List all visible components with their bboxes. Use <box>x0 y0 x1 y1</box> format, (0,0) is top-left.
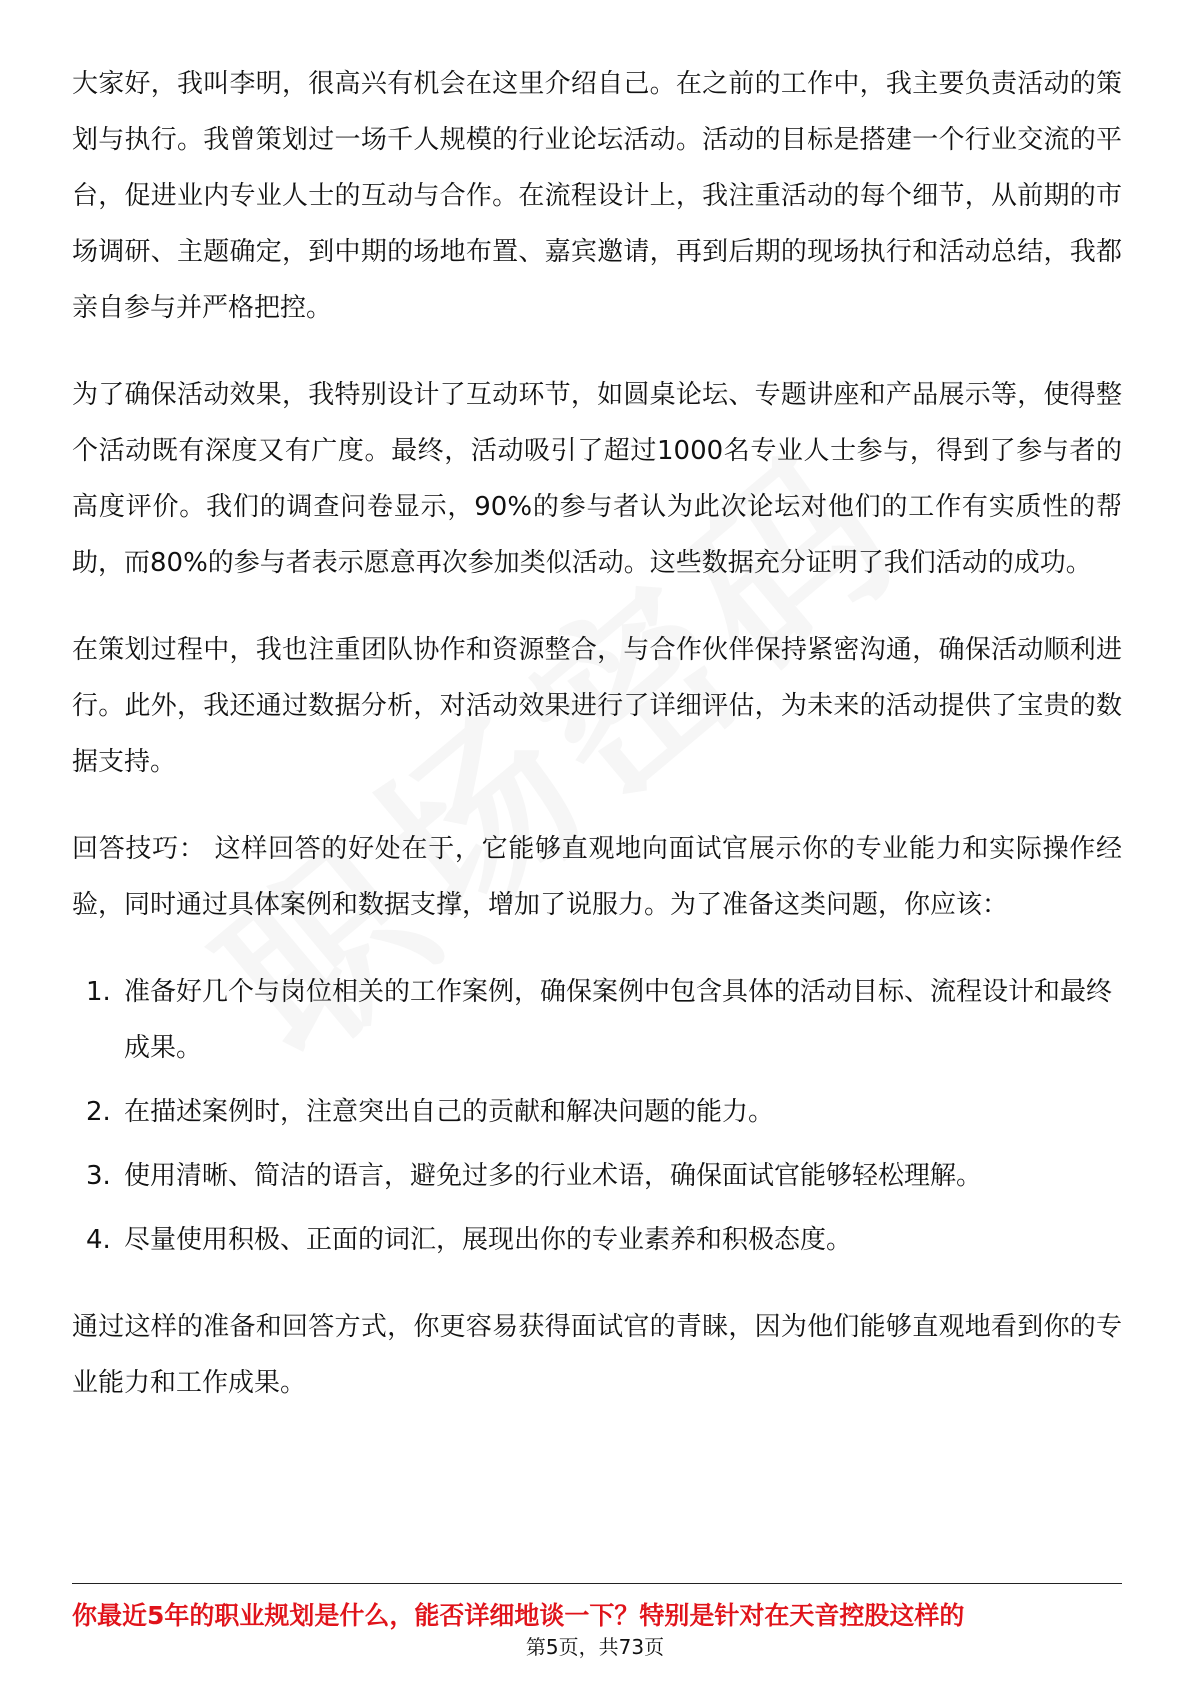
document-body <box>72 56 1122 1442</box>
paragraph-teamwork: 在策划过程中，我也注重团队协作和资源整合，与合作伙伴保持紧密沟通，确保活动顺利进行。此外，我还通过数据分析，对活动效果进行了详细评估，为未来的活动提供了宝贵的数据支持。 <box>72 635 1122 777</box>
list-item-number: 1. <box>86 977 111 1007</box>
list-item <box>72 1148 1122 1204</box>
paragraph-answer-tips: 回答技巧： 这样回答的好处在于，它能够直观地向面试官展示你的专业能力和实际操作经验，同时通过具体案例和数据支撑，增加了说服力。为了准备这类问题，你应该： <box>72 834 1122 920</box>
list-item-number: 3. <box>86 1161 111 1191</box>
list-item-number: 2. <box>86 1097 111 1127</box>
list-item <box>72 1084 1122 1140</box>
paragraph-results: 为了确保活动效果，我特别设计了互动环节，如圆桌论坛、专题讲座和产品展示等，使得整个活动既有深度又有广度。最终，活动吸引了超过1000名专业人士参与，得到了参与者的高度评价。我们的调查问卷显示，90%的参与者认为此次论坛对他们的工作有实质性的帮助，而80%的参与者表示愿意再次参加类似活动。这些数据充分证明了我们活动的成功。 <box>72 380 1122 578</box>
next-question-heading: 你最近5年的职业规划是什么，能否详细地谈一下？特别是针对在天音控股这样的 <box>72 1601 965 1630</box>
list-item <box>72 1212 1122 1268</box>
list-item <box>72 964 1122 1076</box>
section-divider <box>72 1583 1122 1584</box>
paragraph-intro: 大家好，我叫李明，很高兴有机会在这里介绍自己。在之前的工作中，我主要负责活动的策划与执行。我曾策划过一场千人规模的行业论坛活动。活动的目标是搭建一个行业交流的平台，促进业内专业人士的互动与合作。在流程设计上，我注重活动的每个细节，从前期的市场调研、主题确定，到中期的场地布置、嘉宾邀请，再到后期的现场执行和活动总结，我都亲自参与并严格把控。 <box>72 69 1122 323</box>
list-item-number: 4. <box>86 1225 111 1255</box>
list-item-text: 尽量使用积极、正面的词汇，展现出你的专业素养和积极态度。 <box>124 1225 853 1255</box>
tips-list <box>72 964 1122 1268</box>
list-item-text: 准备好几个与岗位相关的工作案例，确保案例中包含具体的活动目标、流程设计和最终成果。 <box>124 977 1113 1063</box>
list-item-text: 使用清晰、简洁的语言，避免过多的行业术语，确保面试官能够轻松理解。 <box>124 1161 983 1191</box>
page-number: 第5页，共73页 <box>525 1635 665 1659</box>
list-item-text: 在描述案例时，注意突出自己的贡献和解决问题的能力。 <box>124 1097 775 1127</box>
paragraph-conclusion: 通过这样的准备和回答方式，你更容易获得面试官的青睐，因为他们能够直观地看到你的专业能力和工作成果。 <box>72 1312 1122 1398</box>
